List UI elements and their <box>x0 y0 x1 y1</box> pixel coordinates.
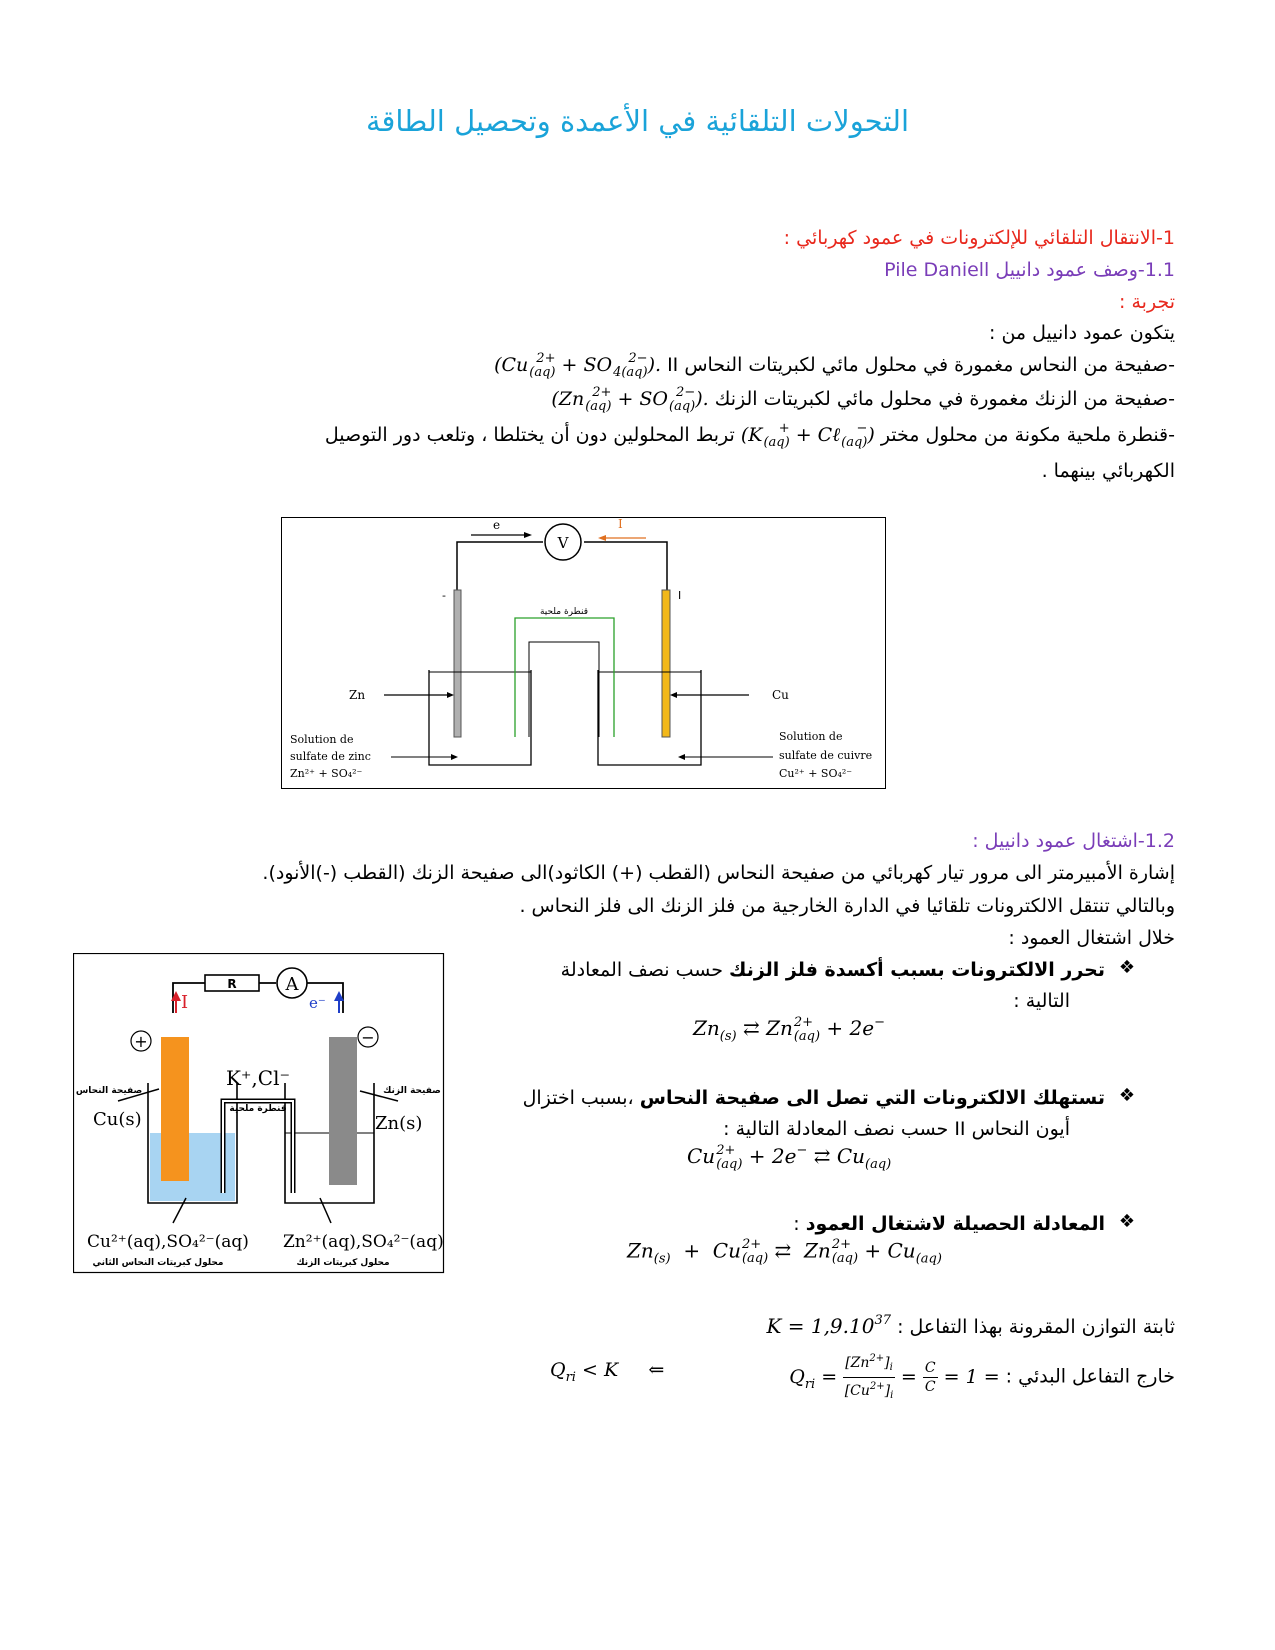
bullet-oxidation <box>561 955 1105 985</box>
bullet-reduction-rest: ،بسبب اختزال <box>522 1087 634 1109</box>
current-label: I <box>618 517 623 531</box>
item-salt-bridge-cont: الكهربائي بينهما . <box>1041 460 1175 482</box>
k-text: ثابتة التوازن المقرونة بهذا التفاعل : <box>897 1316 1175 1338</box>
electron-label: e <box>493 518 501 532</box>
copper-solution-line1: Solution de <box>779 730 843 743</box>
q-comparison: $Q_{ri} < K$ ⇐ <box>550 1359 665 1385</box>
daniell-cell-diagram-2 <box>73 953 445 1274</box>
oxidation-equation: $Zn_{(s)}$ ⇄ Zn 2+ (aq) + 2e− <box>693 1014 886 1044</box>
intro-text: يتكون عمود دانييل من : <box>989 322 1175 344</box>
figure1-frame <box>282 518 886 789</box>
item-salt-bridge <box>325 420 1175 450</box>
bullet-icon-3: ❖ <box>1118 1211 1135 1232</box>
bullet-oxidation-rest2: التالية : <box>1013 990 1070 1012</box>
daniell-cell-diagram <box>281 517 887 790</box>
copper-plate <box>161 1037 189 1181</box>
k-exponent: 37 <box>874 1313 892 1328</box>
bullet-oxidation-bold: تحرر الالكترونات بسبب أكسدة فلز الزنك <box>729 959 1105 981</box>
k-value: K = 1,9.10 <box>766 1314 875 1338</box>
zn-ions-label: Zn²⁺(aq),SO₄²⁻(aq) <box>283 1232 444 1252</box>
item-salt-bridge-text: -قنطرة ملحية مكونة من محلول مختر <box>880 424 1175 446</box>
q-c-den: C <box>924 1379 936 1395</box>
zn-solution-label: محلول كبريتات الزنك <box>296 1258 390 1268</box>
bullet-oxidation-rest: حسب نصف المعادلة <box>560 959 723 981</box>
section1-2-heading: 1.2-اشتغال عمود دانييل : <box>972 830 1175 852</box>
item-zinc-text: -صفيحة من الزنك مغمورة في محلول مائي لكبريتات الزنك <box>714 388 1175 410</box>
para-ammeter: إشارة الأمبيرمتر الى مرور تيار كهربائي من صفيحة النحاس (القطب (+) الكاثود)الى صفيحة الزنك (القطب (-)الأنود). <box>262 862 1175 884</box>
zinc-solution-line2: sulfate de zinc <box>290 750 371 763</box>
item-salt-bridge-text-b: تربط المحلولين دون أن يختلطا ، وتلعب دور التوصيل <box>324 424 735 446</box>
resistor-label: R <box>227 977 237 991</box>
copper-solution-line2: sulfate de cuivre <box>779 749 873 762</box>
cu-ions-label: Cu²⁺(aq),SO₄²⁻(aq) <box>87 1232 249 1252</box>
q-line <box>789 1350 1175 1401</box>
fig2-electron-label: e⁻ <box>309 994 326 1012</box>
page-title: التحولات التلقائية في الأعمدة وتحصيل الطاقة <box>365 104 910 138</box>
k-line <box>766 1306 1175 1342</box>
copper-plate-label: صفيحة النحاس <box>75 1086 143 1096</box>
section1-1-heading: 1.1-وصف عمود دانييل Pile Daniell <box>884 259 1175 281</box>
zinc-electrode <box>454 590 461 737</box>
copper-solution-formula: (Cu 2+ (aq) + SO 2− 4(aq) ). <box>494 351 662 380</box>
section1-heading: 1-الانتقال التلقائي للإلكترونات في عمود كهربائي : <box>783 227 1175 249</box>
q-text: خارج التفاعل البدئي : <box>1005 1365 1175 1388</box>
copper-electrode <box>662 590 670 737</box>
item-zinc <box>551 384 1175 414</box>
bullet-overall-bold: المعادلة الحصيلة لاشتغال العمود <box>805 1213 1105 1235</box>
item-copper <box>494 350 1175 380</box>
plus-label: I <box>678 589 682 602</box>
bullet-overall-rest: : <box>793 1213 800 1235</box>
zinc-plate-label: صفيحة الزنك <box>383 1086 441 1096</box>
salt-bridge-label: قنطرة ملحية <box>539 607 589 617</box>
ammeter-label: A <box>285 974 299 995</box>
zinc-solution-line1: Solution de <box>290 733 354 746</box>
salt-bridge-formula: (K + (aq) + Cℓ − (aq) ) <box>740 421 875 450</box>
minus-sign-label: − <box>361 1028 375 1047</box>
experiment-label: تجربة : <box>1119 291 1175 313</box>
k-formula <box>766 1314 891 1338</box>
zn-label: Zn <box>349 688 366 702</box>
fig2-current-label: I <box>181 992 189 1013</box>
cu-solid-label: Cu(s) <box>93 1109 142 1130</box>
bullet-reduction-rest2: أيون النحاس II حسب نصف المعادلة التالية : <box>723 1118 1070 1140</box>
item-copper-text: -صفيحة من النحاس مغمورة في محلول مائي لكبريتات النحاس II <box>667 354 1175 376</box>
bullet-overall <box>793 1209 1105 1239</box>
zinc-plate <box>329 1037 357 1185</box>
bullet-icon-1: ❖ <box>1118 957 1135 978</box>
reduction-equation: Cu 2+ (aq) + 2e− ⇄ $Cu_{(aq)}$ <box>687 1142 892 1172</box>
copper-solution-line3: Cu²⁺ + SO₄²⁻ <box>779 767 853 780</box>
cu-solution-label: محلول كبريتات النحاس الثاني <box>92 1258 224 1268</box>
para-electrons: وبالتالي تنتقل الالكترونات تلقائيا في الدارة الخارجية من فلز الزنك الى فلز النحاس . <box>519 895 1175 917</box>
q-one: 1 = <box>965 1365 1000 1388</box>
plus-sign-label: + <box>134 1032 148 1051</box>
bullet-reduction-bold: تستهلك الالكترونات التي تصل الى صفيحة النحاس <box>639 1087 1105 1109</box>
q-formula: $Q_{ri}$ = $\frac{[Zn^{2+}]_i}{[Cu^{2+}]_i}$ = $\frac{C}{C}$ = 1 = <box>789 1366 999 1388</box>
zinc-solution-line3: Zn²⁺ + SO₄²⁻ <box>290 767 363 780</box>
bullet-reduction <box>523 1083 1105 1113</box>
zn-solid-label: Zn(s) <box>375 1113 423 1134</box>
overall-equation: $Zn_{(s)} + Cu$ 2+ (aq) ⇄ Zn 2+ (aq) + $Cu_{(aq)}$ <box>627 1237 942 1267</box>
para-during: خلال اشتغال العمود : <box>1008 927 1175 949</box>
q-c-num: C <box>924 1360 936 1376</box>
minus-label: - <box>442 589 446 602</box>
bullet-icon-2: ❖ <box>1118 1085 1135 1106</box>
fig2-salt-bridge-label: قنطرة ملحية <box>229 1104 287 1114</box>
zinc-solution-formula: (Zn 2+ (aq) + SO 2− (aq) ). <box>551 385 709 414</box>
cu-label: Cu <box>772 688 789 702</box>
voltmeter-label: V <box>557 534 569 552</box>
bridge-ions-label: K⁺,Cl⁻ <box>225 1066 291 1090</box>
